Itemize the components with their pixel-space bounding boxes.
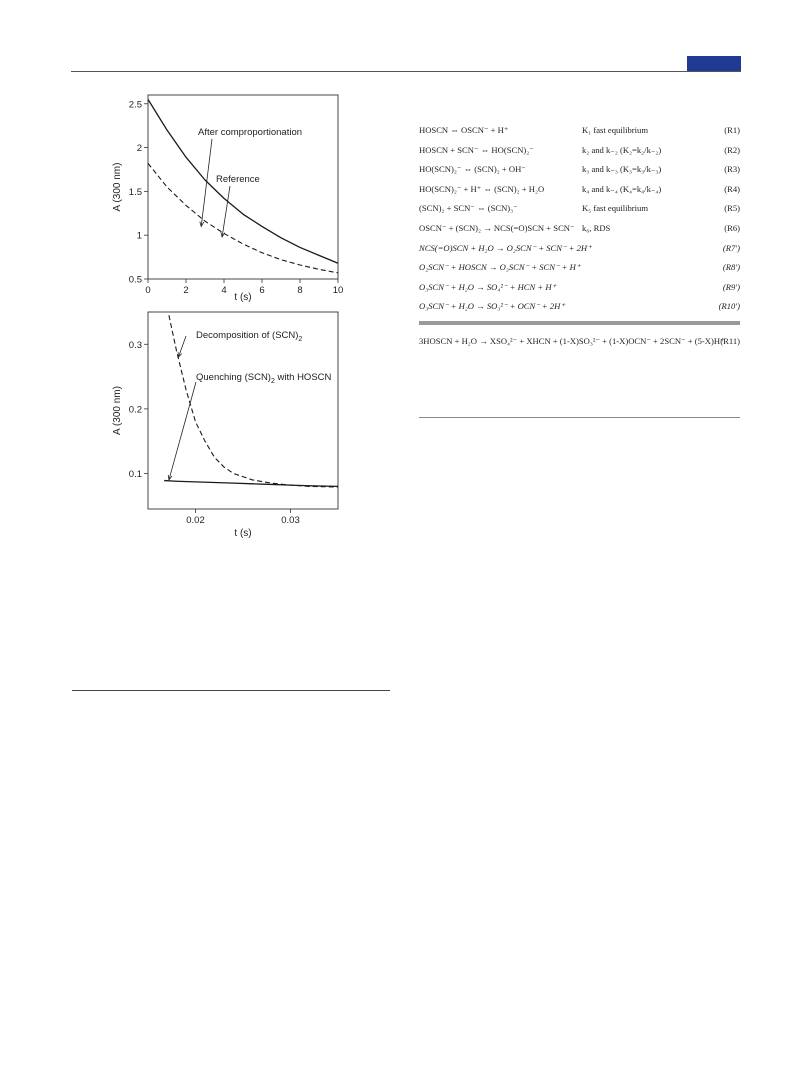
annotation-arrow [201,139,212,226]
x-tick-label: 4 [221,285,227,296]
reaction-row [419,183,740,203]
y-tick-label: 1 [136,230,142,242]
reaction-row [419,202,740,222]
x-tick-label: 6 [259,285,265,296]
reaction-equation: OSCN⁻ + (SCN)₂ → NCS(=O)SCN + SCN⁻ [419,222,575,233]
reaction-row [419,281,740,301]
reaction-row [419,163,740,183]
reaction-label: (R2) [724,144,740,155]
series-line-solid [164,481,338,487]
reaction-row [419,261,740,281]
y-tick-label: 2.5 [128,99,142,111]
reaction-row [419,300,740,320]
y-tick-label: 1.5 [128,186,142,198]
chart-2-svg [108,302,348,542]
annotation-text: Quenching (SCN) [196,372,271,383]
reaction-label: (R8') [722,262,740,273]
reaction-equation: O₂SCN⁻ + HOSCN → O₃SCN⁻ + SCN⁻ + H⁺ [419,262,581,273]
y-axis-label: A (300 nm) [112,386,123,435]
x-tick-label: 0 [145,285,151,296]
annotation-label [196,372,332,385]
reaction-equation: O₃SCN⁻ + H₂O → SO₃²⁻ + OCN⁻ + 2H⁺ [419,301,565,312]
reaction-label: (R6) [724,222,740,233]
y-tick-label: 0.2 [128,404,142,416]
reaction-condition: K₁ fast equilibrium [582,125,649,135]
reaction-condition: k₄ and k₋₄ (K₄=k₄/k₋₄) [582,183,662,194]
x-tick-label: 2 [183,285,189,296]
x-tick-label: 0.02 [186,515,205,526]
reaction-row [419,124,740,144]
reaction-row [419,144,740,164]
chart-absorbance-comproportionation [108,92,348,302]
y-tick-label: 0.5 [128,274,142,286]
x-axis-label: t (s) [234,528,252,539]
reaction-label: (R10') [718,301,740,312]
reaction-scheme-table [419,124,740,320]
annotation-label [198,127,302,138]
header-rule [71,71,741,72]
x-tick-label: 8 [297,285,303,296]
series-line-dashed [169,315,338,487]
annotation-text-after: with HOSCN [274,372,332,383]
reaction-equation: HOSCN + SCN⁻ ⇔ HO(SCN)₂⁻ [419,144,534,155]
x-tick-label: 0.03 [281,515,300,526]
reaction-row [419,242,740,262]
reaction-condition: k₆, RDS [582,222,611,233]
reaction-label: (R3) [724,164,740,175]
y-axis-label: A (300 nm) [112,162,123,212]
reaction-label: (R9') [722,281,740,292]
reaction-equation: NCS(=O)SCN + H₂O → O₂SCN⁻ + SCN⁻ + 2H⁺ [419,242,592,253]
annotation-subscript: 2 [298,336,303,343]
chart-absorbance-quenching [108,302,348,542]
reaction-condition: k₂ and k₋₂ (K₂=k₂/k₋₂) [582,144,662,155]
overall-reaction-row [419,335,740,347]
chart-1-svg [108,92,348,302]
reaction-condition: K₅ fast equilibrium [582,203,649,214]
annotation-arrow [222,186,230,237]
y-tick-label: 0.3 [128,339,142,351]
reaction-equation: HOSCN ⇔ OSCN⁻ + H⁺ [419,125,509,135]
reaction-label: (R7') [722,242,740,253]
annotation-label [196,330,302,343]
reaction-row [419,222,740,242]
header-accent-tab [687,56,741,71]
overall-reaction-label: (R11) [720,336,740,346]
plot-frame [148,312,338,509]
table-end-rule [419,417,740,418]
annotation-subscript: 2 [270,378,275,385]
x-tick-label: 10 [332,285,344,296]
annotation-text: Reference [216,174,260,185]
y-tick-label: 2 [136,143,142,155]
reaction-label: (R1) [724,125,740,135]
reaction-equation: (SCN)₂ + SCN⁻ ⇔ (SCN)₃⁻ [419,203,518,214]
annotation-text: After comproportionation [198,127,303,138]
figure-bottom-rule [72,690,390,691]
annotation-arrow [178,336,186,357]
overall-reaction-equation: 3HOSCN + H₂O → XSO₄²⁻ + XHCN + (1-X)SO₃²⁻ + (1-X)OCN⁻ + 2SCN⁻ + (5-X)H⁺ [419,336,725,346]
table-separator-rule [419,321,740,325]
x-axis-label: t (s) [234,292,252,302]
annotation-text: Decomposition of (SCN) [196,330,299,341]
reaction-equation: HO(SCN)₂⁻ + H⁺ ⇔ (SCN)₂ + H₂O [419,183,545,194]
reaction-equation: O₃SCN⁻ + H₂O → SO₄²⁻ + HCN + H⁺ [419,281,557,292]
annotation-arrow [169,382,196,480]
reaction-label: (R5) [724,203,740,214]
annotation-label [216,174,260,185]
y-tick-label: 0.1 [128,468,142,480]
reaction-equation: HO(SCN)₂⁻ ⇔ (SCN)₂ + OH⁻ [419,164,526,175]
reaction-label: (R4) [724,183,740,194]
reaction-condition: k₃ and k₋₃ (K₃=k₃/k₋₃) [582,164,662,175]
